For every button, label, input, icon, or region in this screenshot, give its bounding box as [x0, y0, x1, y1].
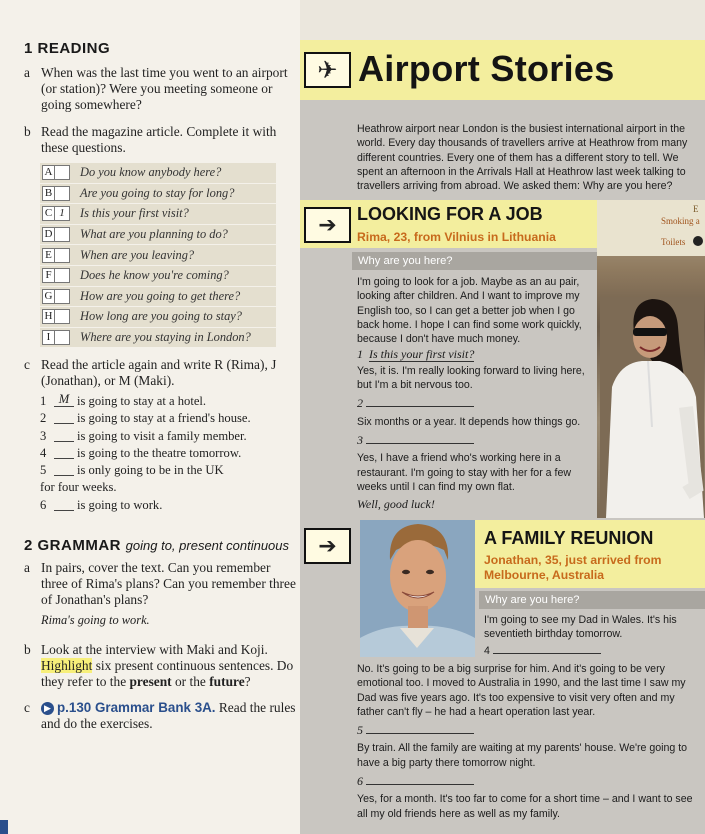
answer-blank[interactable]: [54, 410, 74, 424]
item-text: [41, 700, 296, 732]
story2-question-bar: Why are you here?: [479, 591, 705, 609]
story1-q3: [357, 433, 593, 447]
text-part: Look at the interview with Maki and Koji.: [41, 642, 268, 657]
story1-q1: [357, 347, 593, 361]
story1-closing: Well, good luck!: [357, 497, 435, 512]
story1-title: LOOKING FOR A JOB: [357, 204, 543, 224]
statement-text: is going to work.: [77, 497, 163, 512]
story1-question-bar: Why are you here?: [352, 252, 597, 270]
q-answer: Is this your first visit?: [369, 347, 475, 362]
future-word: future: [209, 674, 245, 689]
answer-box[interactable]: [42, 248, 70, 263]
story2-para3: By train. All the family are waiting at my parents' house. We're going to have a big party there tomorrow night.: [357, 742, 688, 769]
example-answer: Rima's going to work.: [41, 613, 150, 627]
q-number: 1: [357, 347, 363, 362]
question-letter: I: [43, 331, 55, 344]
highlight-word: Highlight: [41, 658, 93, 673]
question-text: Does he know you're coming?: [80, 268, 229, 283]
statement-number: 1: [40, 394, 47, 408]
story2-q4: [484, 643, 601, 658]
toilets-icon: [693, 236, 703, 246]
story2-para4: Yes, for a month. It's too far to come for a short time – and I want to see all my old friends here as well as my family.: [357, 793, 693, 820]
grammar-question-b: [24, 642, 296, 690]
statement-text: is going to stay at a hotel.: [77, 394, 207, 408]
question-row: [40, 204, 276, 225]
question-letter: F: [43, 269, 55, 282]
item-text: When was the last time you went to an airport (or station)? Were you meeting someone or going somewhere?: [41, 65, 288, 112]
reading-question-b: [24, 124, 296, 156]
story2-q5: [357, 723, 702, 737]
statement-row: [40, 479, 290, 496]
story2-para1: I'm going to see my Dad in Wales. It's his seventieth birthday tomorrow.: [484, 614, 677, 641]
story2-title: A FAMILY REUNION: [484, 528, 654, 548]
q-number: 6: [357, 774, 363, 789]
item-letter: a: [24, 65, 30, 80]
grammar-question-c: [24, 700, 296, 732]
answer-box[interactable]: [42, 165, 70, 180]
grammar-bank-link[interactable]: p.130 Grammar Bank 3A.: [57, 700, 216, 715]
item-text: [41, 642, 296, 690]
man-figure: [360, 520, 475, 657]
statement-text: is going to visit a family member.: [77, 428, 247, 443]
question-row: [40, 184, 276, 205]
answer-blank[interactable]: [54, 445, 74, 459]
statement-row: [40, 410, 290, 427]
sign-smoking: Smoking a: [661, 216, 700, 226]
q-number: 3: [357, 432, 363, 447]
answer-blank[interactable]: [366, 774, 474, 785]
statement-text: is going to the theatre tomorrow.: [77, 445, 242, 460]
statement-text: is only going to be in the UK: [77, 463, 224, 478]
statement-row: [40, 445, 290, 462]
item-letter: c: [24, 700, 30, 715]
answer-blank[interactable]: [54, 428, 74, 442]
answer-box[interactable]: [42, 309, 70, 324]
page-number-badge: [0, 820, 8, 834]
item-letter: a: [24, 560, 30, 575]
question-row: [40, 225, 276, 246]
sign-toilets: Toilets: [661, 237, 686, 247]
article-title: Airport Stories: [358, 48, 615, 89]
question-row: [40, 287, 276, 308]
question-row: [40, 245, 276, 266]
statement-text: for four weeks.: [40, 480, 117, 495]
question-text: When are you leaving?: [80, 247, 195, 262]
question-text: How are you going to get there?: [80, 288, 241, 303]
item-letter: b: [24, 124, 31, 139]
answer-blank[interactable]: [366, 433, 474, 444]
story2-subtitle: Jonathan, 35, just arrived from Melbourne, Australia: [484, 553, 662, 582]
answer-box[interactable]: [42, 186, 70, 201]
q-number: 5: [357, 723, 363, 738]
item-letter: c: [24, 357, 30, 372]
question-letter: D: [43, 228, 55, 241]
present-word: present: [129, 674, 172, 689]
question-letter: A: [43, 166, 55, 179]
answer-blank[interactable]: M: [54, 393, 74, 407]
grammar-question-a: [24, 560, 296, 628]
statement-row: [40, 393, 290, 410]
answer-box[interactable]: [42, 289, 70, 304]
statement-number: 5: [40, 463, 47, 478]
question-text: Is this your first visit?: [80, 206, 189, 221]
grammar-title: 2 GRAMMAR: [24, 537, 121, 554]
story1-para3: Six months or a year. It depends how things go.: [357, 415, 581, 428]
arrow-right-icon: ➔: [304, 207, 351, 243]
article-column: [300, 0, 705, 834]
item-text: Read the magazine article. Complete it with these questions.: [41, 124, 277, 155]
question-text: What are you planning to do?: [80, 227, 228, 242]
answer-blank[interactable]: [54, 497, 74, 511]
story1-body: [357, 275, 593, 511]
text-part: or the: [171, 674, 210, 689]
reading-question-c: [24, 357, 296, 389]
arrow-right-icon: ➔: [304, 528, 351, 564]
answer-blank[interactable]: [493, 643, 601, 654]
question-answer: 1: [59, 207, 65, 220]
story1-q2: [357, 396, 593, 410]
story2-body: [357, 662, 702, 821]
statement-text: is going to stay at a friend's house.: [77, 411, 251, 426]
q-number: 4: [484, 645, 490, 657]
statement-list: [40, 393, 290, 514]
story2-q6: [357, 774, 702, 788]
story2-para2: No. It's going to be a big surprise for him. And it's going to be very emotional too. I moved to Australia in 1990, and the last time I saw my Dad was five years ago. It's too expensive to visit very often and my father can't fly – he had a heart operation last year.: [357, 663, 686, 718]
grammar-subtitle: going to, present continuous: [125, 538, 290, 553]
question-text: Are you going to stay for long?: [80, 185, 235, 200]
airport-sign: [597, 200, 705, 256]
question-row: [40, 307, 276, 328]
story1-subtitle: Rima, 23, from Vilnius in Lithuania: [357, 230, 556, 244]
question-letter: B: [43, 187, 55, 200]
question-list: [40, 163, 276, 348]
statement-number: 6: [40, 497, 47, 512]
answer-blank[interactable]: [54, 462, 74, 476]
question-letter: C: [43, 207, 55, 220]
grammar-heading: [24, 537, 289, 554]
story1-para2: Yes, it is. I'm really looking forward to living here, but I'm a bit nervous too.: [357, 364, 585, 392]
woman-figure: [600, 297, 704, 518]
text-part: six present continuous sentences. Do they refer to the: [41, 658, 294, 689]
question-text: Do you know anybody here?: [80, 165, 222, 180]
question-letter: H: [43, 310, 55, 323]
sign-letter: E: [693, 204, 699, 214]
text-part: Read the rules and do the exercises.: [41, 700, 296, 731]
answer-box[interactable]: [42, 330, 70, 345]
item-letter: b: [24, 642, 31, 657]
story1-para1: I'm going to look for a job. Maybe as an au pair, looking after children. And I want to improve my English too, so I can get a better job when I go back home. I hope I can find some work quickly, because I don't have much money.: [357, 276, 582, 346]
reading-heading: 1 READING: [24, 40, 111, 57]
statement-row: [40, 428, 290, 445]
item-text: In pairs, cover the text. Can you remember three of Rima's plans? Can you remember three of Jonathan's plans?: [41, 560, 296, 607]
statement-row: [40, 462, 290, 479]
question-text: How long are you going to stay?: [80, 309, 242, 324]
statement-row: [40, 497, 290, 514]
question-letter: G: [43, 290, 55, 303]
exercise-column: [0, 0, 300, 834]
statement-number: 3: [40, 428, 47, 443]
answer-box[interactable]: [42, 206, 70, 221]
answer-box[interactable]: [42, 227, 70, 242]
answer-box[interactable]: [42, 268, 70, 283]
statement-number: 4: [40, 445, 47, 460]
arrow-right-icon: ▶: [41, 702, 54, 715]
question-row: [40, 328, 276, 349]
reading-question-a: [24, 65, 296, 113]
answer-blank[interactable]: [366, 396, 474, 407]
question-letter: E: [43, 249, 55, 262]
story1-para4: Yes, I have a friend who's working here in a restaurant. I'm going to stay with her for a few weeks until I can find my own flat.: [357, 452, 571, 493]
q-number: 2: [357, 396, 363, 411]
statement-number: 2: [40, 411, 47, 426]
text-part: ?: [244, 674, 251, 689]
item-text: Read the article again and write R (Rima), J (Jonathan), or M (Maki).: [41, 357, 277, 388]
plane-icon: ✈: [304, 52, 351, 88]
intro-paragraph: Heathrow airport near London is the busiest international airport in the world. Every day thousands of travellers arrive at Heathrow from many different countries. Every one of them has a different story to tell. We spent an afternoon in the Arrivals Hall at Heathrow last week talking to travellers arriving from abroad. We asked them: Why are you here?: [357, 123, 688, 193]
question-row: [40, 163, 276, 184]
question-row: [40, 266, 276, 287]
jonathan-photo: [360, 520, 475, 657]
answer-blank[interactable]: [366, 723, 474, 734]
question-text: Where are you staying in London?: [80, 330, 251, 345]
